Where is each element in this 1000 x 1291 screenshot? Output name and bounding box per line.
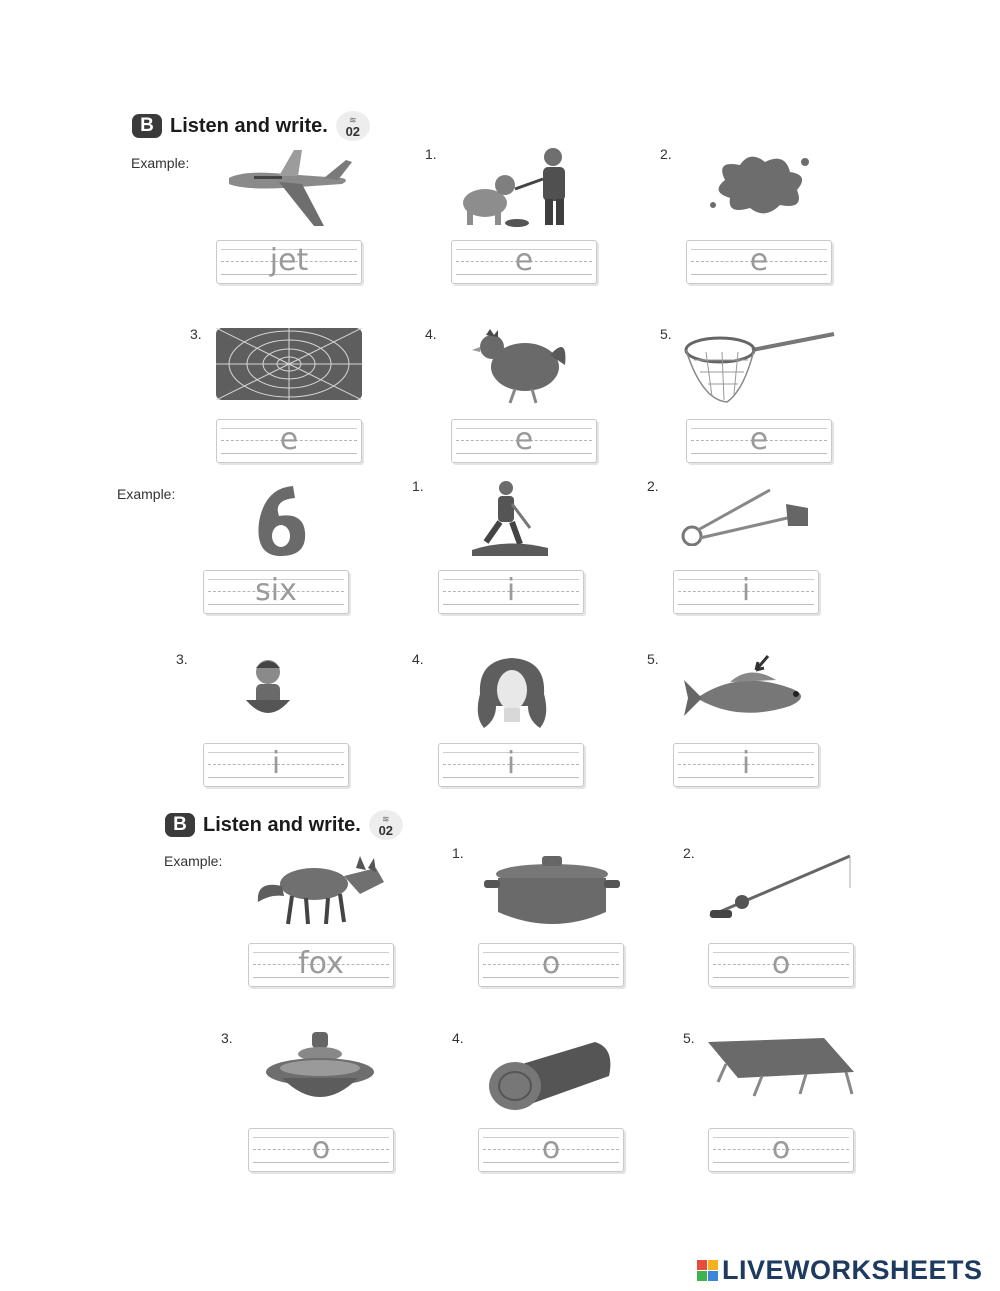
item-number: 3. [221, 1030, 233, 1046]
answer-text: o [771, 1131, 791, 1166]
answer-box[interactable] [686, 240, 832, 284]
answer-box[interactable] [478, 943, 624, 987]
logo-blocks-icon [697, 1260, 718, 1281]
item-number: 4. [452, 1030, 464, 1046]
section-title: Listen and write. [203, 813, 361, 836]
pot-picture [482, 852, 622, 930]
answer-text: o [541, 946, 561, 981]
answer-text: i [271, 746, 281, 781]
answer-box[interactable] [216, 419, 362, 463]
example-label: Example: [131, 155, 190, 171]
item-number: 1. [412, 478, 424, 494]
answer-text: six [255, 573, 297, 608]
fishing-rod-picture [706, 852, 854, 922]
track-number: 02 [345, 124, 361, 139]
section-1-header [132, 111, 370, 141]
answer-box[interactable] [248, 943, 394, 987]
item-number: 2. [683, 845, 695, 861]
answer-text: i [741, 746, 751, 781]
number-six-picture [245, 480, 315, 560]
audio-track-button[interactable] [336, 111, 370, 141]
answer-text: e [749, 243, 769, 278]
log-picture [485, 1036, 615, 1112]
answer-text: e [279, 422, 299, 457]
answer-box[interactable] [203, 570, 349, 614]
answer-box[interactable] [686, 419, 832, 463]
liveworksheets-logo [697, 1255, 983, 1286]
item-number: 4. [412, 651, 424, 667]
answer-text: i [741, 573, 751, 608]
answer-text: e [514, 243, 534, 278]
item-number: 4. [425, 326, 437, 342]
answer-box[interactable] [216, 240, 362, 284]
answer-text: o [541, 1131, 561, 1166]
answer-box[interactable] [708, 943, 854, 987]
safety-pin-picture [678, 486, 813, 546]
logo-brand-text: LIVEWORKSHEETS [722, 1255, 983, 1285]
fish-fin-picture [680, 650, 820, 730]
answer-text: i [506, 573, 516, 608]
logo-block-e [708, 1271, 718, 1281]
section-title: Listen and write. [170, 114, 328, 137]
spider-web-picture [216, 328, 362, 400]
answer-box[interactable] [451, 240, 597, 284]
cot-picture [706, 1034, 856, 1100]
answer-text: o [311, 1131, 331, 1166]
answer-box[interactable] [478, 1128, 624, 1172]
answer-box[interactable] [248, 1128, 394, 1172]
wig-picture [470, 654, 555, 734]
item-number: 2. [647, 478, 659, 494]
audio-wave-icon: ≋ [382, 814, 390, 824]
hen-picture [470, 325, 570, 405]
section-badge: B [165, 813, 195, 837]
item-number: 5. [647, 651, 659, 667]
boy-with-dog-picture [455, 145, 590, 230]
example-label: Example: [164, 853, 223, 869]
logo-block-i [708, 1260, 718, 1270]
logo-block-v [697, 1271, 707, 1281]
example-label: Example: [117, 486, 176, 502]
answer-text: jet [269, 243, 309, 278]
answer-text: fox [298, 946, 344, 981]
answer-box[interactable] [438, 570, 584, 614]
paint-splat-picture [705, 150, 815, 220]
net-picture [682, 330, 837, 405]
answer-box[interactable] [673, 570, 819, 614]
answer-text: e [749, 422, 769, 457]
logo-block-l [697, 1260, 707, 1270]
audio-wave-icon: ≋ [349, 115, 357, 125]
audio-track-button[interactable] [369, 810, 403, 840]
answer-box[interactable] [708, 1128, 854, 1172]
item-number: 5. [660, 326, 672, 342]
spinning-top-picture [262, 1030, 377, 1110]
answer-text: i [506, 746, 516, 781]
item-number: 1. [425, 146, 437, 162]
answer-box[interactable] [203, 743, 349, 787]
boy-digging-picture [468, 478, 553, 558]
item-number: 2. [660, 146, 672, 162]
item-number: 3. [176, 651, 188, 667]
item-number: 1. [452, 845, 464, 861]
boy-eating-picture [238, 654, 298, 724]
answer-text: o [771, 946, 791, 981]
track-number: 02 [378, 823, 394, 838]
answer-box[interactable] [438, 743, 584, 787]
section-3-header [165, 810, 403, 840]
answer-box[interactable] [451, 419, 597, 463]
item-number: 3. [190, 326, 202, 342]
answer-text: e [514, 422, 534, 457]
fox-picture [252, 850, 387, 928]
jet-plane-picture [224, 148, 354, 228]
answer-box[interactable] [673, 743, 819, 787]
item-number: 5. [683, 1030, 695, 1046]
section-badge: B [132, 114, 162, 138]
